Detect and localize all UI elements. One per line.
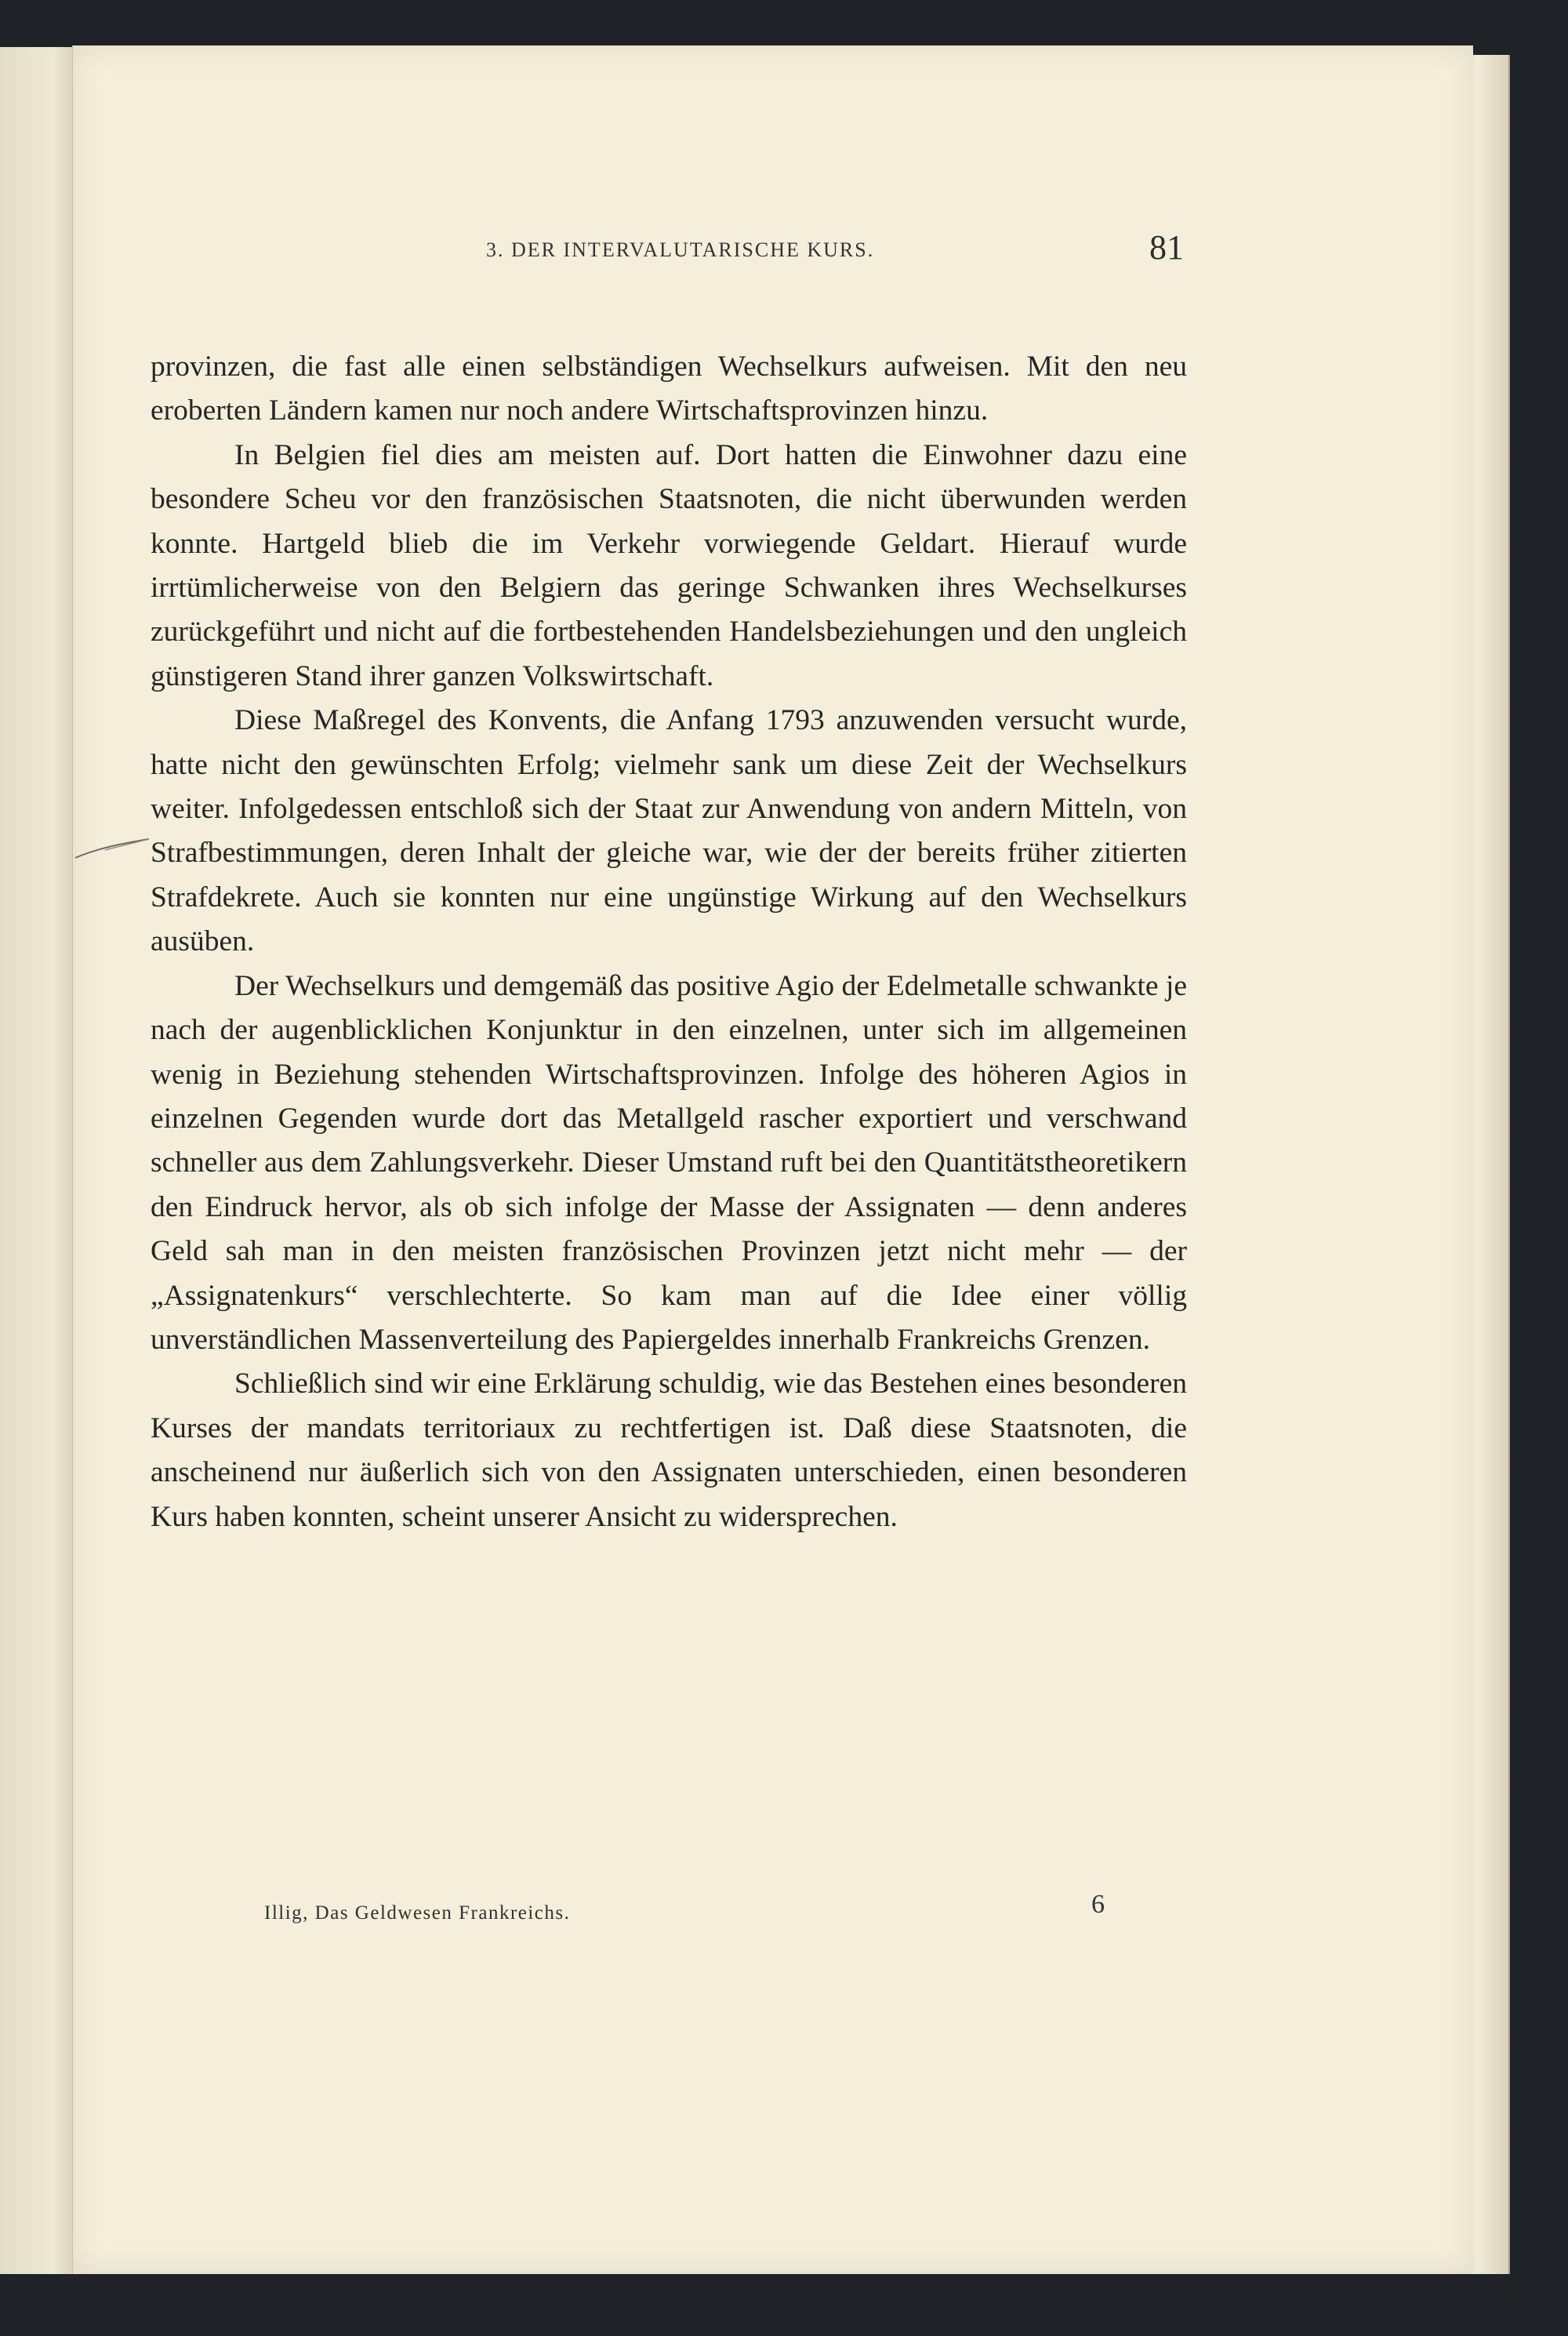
sheet-number: 6 (1091, 1890, 1105, 1919)
paragraph-5: Schließlich sind wir eine Erklärung schuldig, wie das Bestehen eines besonderen Kurses der mandats territoriaux zu rechtfertigen ist. Daß diese Staatsnoten, die anscheinend nur äußerlich sich von den Assignaten unterschieden, einen besonderen Kurs haben konnten, scheint unserer Ansicht zu widersprechen. (151, 1368, 1187, 1533)
signature-line: Illig, Das Geldwesen Frankreichs. (264, 1902, 571, 1924)
pencil-margin-mark (74, 837, 152, 861)
page-number: 81 (1149, 228, 1184, 267)
page-footer (151, 1890, 1187, 1929)
paragraph-4: Der Wechselkurs und demgemäß das positive Agio der Edelmetalle schwankte je nach der augenblicklichen Konjunktur in den einzelnen, unter sich im allgemeinen wenig in Beziehung stehenden Wirtschaftsprovinzen. Infolge des höheren Agios in einzelnen Gegenden wurde dort das Metallgeld rascher exportiert und verschwand schneller aus dem Zahlungsverkehr. Dieser Umstand ruft bei den Quantitätstheoretikern den Eindruck hervor, als ob sich infolge der Masse der Assignaten — denn anderes Geld sah man in den meisten französischen Provinzen jetzt nicht mehr — der „Assignatenkurs“ verschlechterte. So kam man auf die Idee einer völlig unverständlichen Massenverteilung des Papiergeldes innerhalb Frankreichs Grenzen. (151, 969, 1187, 1356)
paragraph-3: Diese Maßregel des Konvents, die Anfang 1793 anzuwenden versucht wurde, hatte nicht den gewünschten Erfolg; vielmehr sank um diese Zeit der Wechselkurs weiter. Infolgedessen entschloß sich der Staat zur Anwendung von andern Mitteln, von Strafbestimmungen, deren Inhalt der gleiche war, wie der der bereits früher zitierten Strafdekrete. Auch sie konnten nur eine ungünstige Wirkung auf den Wechselkurs ausüben. (151, 704, 1187, 958)
paragraph-1: provinzen, die fast alle einen selbständigen Wechselkurs aufweisen. Mit den neu eroberten Ländern kamen nur noch andere Wirtschaftsprovinzen hinzu. (151, 351, 1187, 427)
facing-page-edge (0, 47, 77, 2274)
running-header (125, 227, 1184, 274)
running-title: 3. DER INTERVALUTARISCHE KURS. (486, 238, 875, 261)
body-text (151, 345, 1187, 1539)
paragraph-2: In Belgien fiel dies am meisten auf. Dort hatten die Einwohner dazu eine besondere Scheu vor den französischen Staatsnoten, die nicht überwunden werden konnte. Hartgeld blieb die im Verkehr vorwiegende Geldart. Hierauf wurde irrtümlicherweise von den Belgiern das geringe Schwanken ihres Wechselkurses zurückgeführt und nicht auf die fortbestehenden Handelsbeziehungen und den ungleich günstigeren Stand ihrer ganzen Volkswirtschaft. (151, 438, 1187, 692)
